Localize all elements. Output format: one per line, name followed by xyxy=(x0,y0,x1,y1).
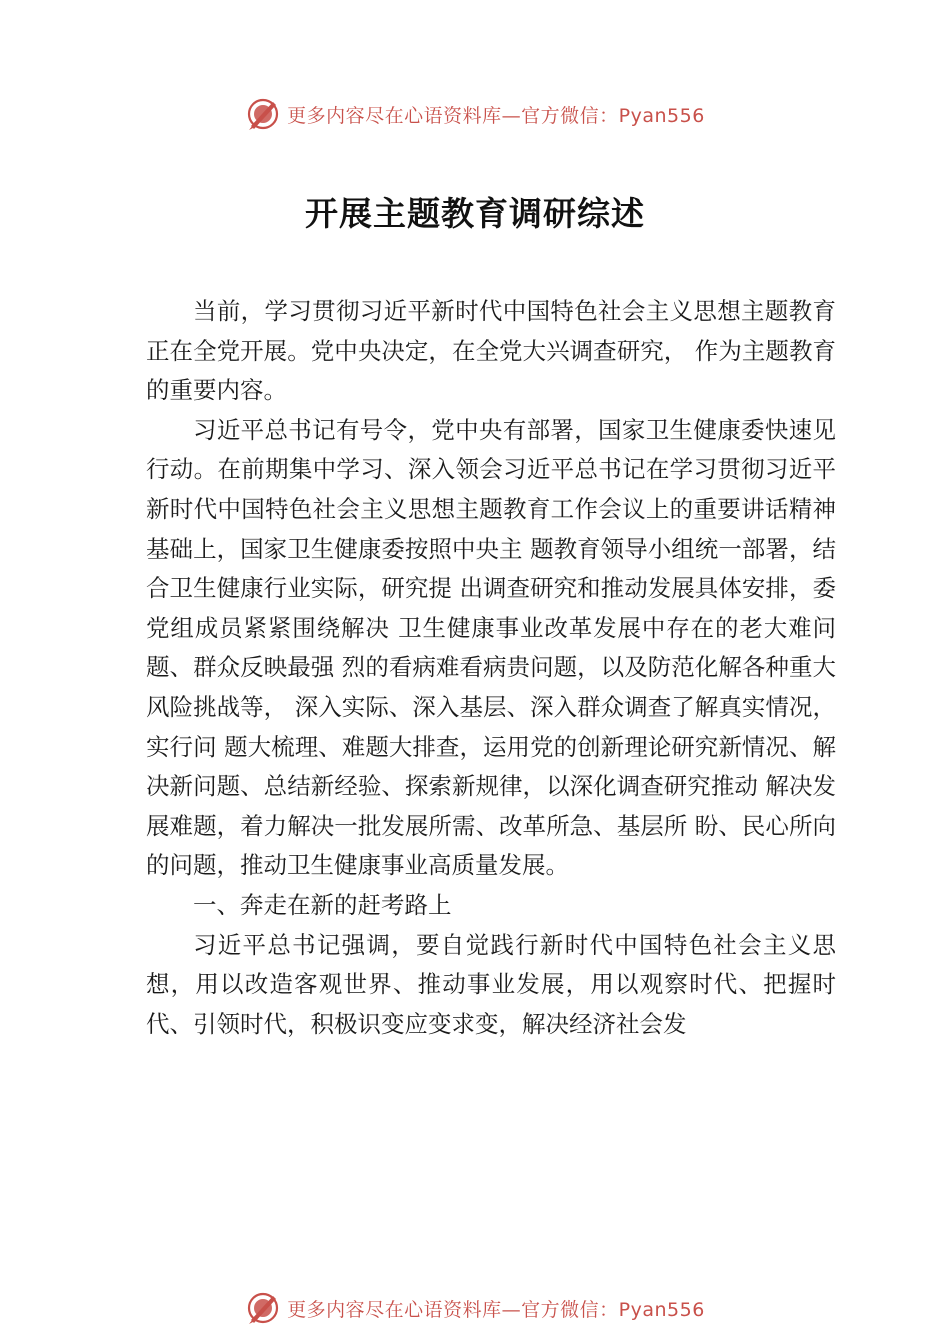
banner-separator: — xyxy=(501,104,522,127)
paragraph: 习近平总书记强调，要自觉践行新时代中国特色社会主义思想，用以改造客观世界、推动事业发展，用以观察时代、把握时代、引领时代，积极识变应变求变，解决经济社会发 xyxy=(146,930,836,1038)
banner-separator: — xyxy=(501,1298,522,1321)
pen-seal-logo-icon xyxy=(245,1290,281,1326)
header-banner xyxy=(0,94,950,134)
paragraph: 习近平总书记有号令，党中央有部署，国家卫生健康委快速见行动。在前期集中学习、深入领会习近平总书记在学习贯彻习近平新时代中国特色社会主义思想主题教育工作会议上的重要讲话精神基础上，国家卫生健康委按照中央主 题教育领导小组统一部署，结合卫生健康行业实际，研究提 出调查研究和推动发展具体安排，委党组成员紧紧围绕解决 卫生健康事业改革发展中存在的老大难问题、群众反映最强 烈的看病难看病贵问题，以及防范化解各种重大风险挑战等， 深入实际、深入基层、深入群众调查了解真实情况，实行问 题大梳理、难题大排查，运用党的创新理论研究新情况、解 决新问题、总结新经验、探索新规律，以深化调查研究推动 解决发展难题，着力解决一批发展所需、改革所急、基层所 盼、民心所向的问题，推动卫生健康事业高质量发展。 xyxy=(146,415,836,880)
document-body xyxy=(146,292,836,1044)
banner-text xyxy=(287,101,705,128)
banner-text xyxy=(287,1295,705,1322)
banner-wechat: 官方微信：Pyan556 xyxy=(521,1298,705,1321)
pen-seal-logo-icon xyxy=(245,96,281,132)
document-title: 开展主题教育调研综述 xyxy=(305,194,645,233)
paragraph: 当前，学习贯彻习近平新时代中国特色社会主义思想主题教育正在全党开展。党中央决定，在全党大兴调查研究， 作为主题教育的重要内容。 xyxy=(146,297,836,405)
banner-slogan: 更多内容尽在心语资料库 xyxy=(287,1298,502,1321)
banner-slogan: 更多内容尽在心语资料库 xyxy=(287,104,502,127)
section-heading: 一、奔走在新的赶考路上 xyxy=(193,890,452,919)
footer-banner xyxy=(0,1288,950,1328)
banner-wechat: 官方微信：Pyan556 xyxy=(521,104,705,127)
